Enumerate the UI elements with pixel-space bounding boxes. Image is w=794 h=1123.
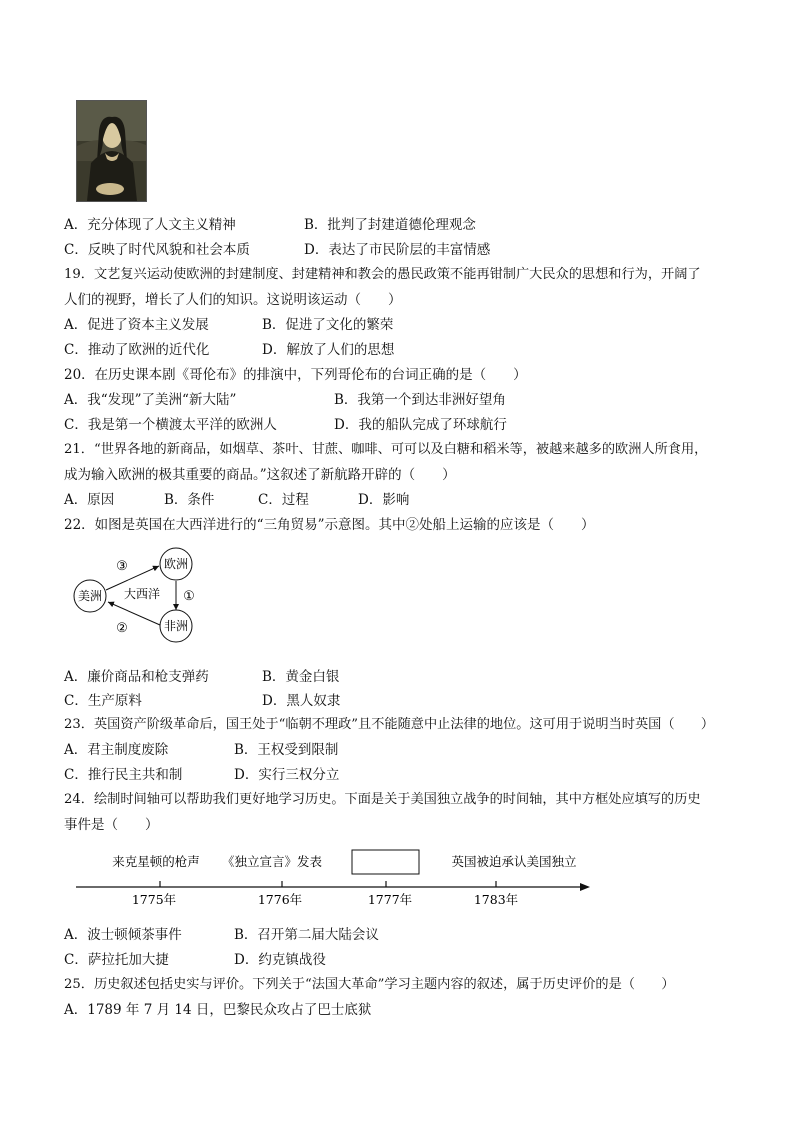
q22-option-c: C．生产原料	[64, 693, 142, 709]
route-2-label: ②	[116, 621, 128, 636]
q20-stem: 20．在历史课本剧《哥伦布》的排演中，下列哥伦布的台词正确的是（ ）	[64, 367, 527, 383]
q21-stem-line2: 成为输入欧洲的极其重要的商品。”这叙述了新航路开辟的（ ）	[64, 467, 456, 483]
q18-option-c: C．反映了时代风貌和社会本质	[64, 242, 250, 258]
q23-option-c: C．推行民主共和制	[64, 767, 183, 783]
q25-stem: 25．历史叙述包括史实与评价。下列关于“法国大革命”学习主题内容的叙述，属于历史评价的是（ ）	[64, 977, 675, 992]
timeline-year-1777: 1777年	[367, 892, 413, 907]
route-3-label: ③	[116, 559, 128, 574]
america-label: 美洲	[77, 589, 103, 603]
q19-option-a: A．促进了资本主义发展	[64, 317, 209, 333]
q24-option-c: C．萨拉托加大捷	[64, 952, 169, 968]
timeline-event-lexington: 来克星顿的枪声	[112, 854, 200, 869]
timeline-blank-box	[352, 850, 419, 874]
q24-stem-line2: 事件是（ ）	[64, 817, 159, 833]
timeline-year-1775: 1775年	[131, 892, 177, 907]
q19-stem-line1: 19．文艺复兴运动使欧洲的封建制度、封建精神和教会的愚民政策不能再钳制广大民众的思想和行为，开阔了	[64, 267, 701, 282]
q24-option-b: B．召开第二届大陆会议	[234, 927, 379, 943]
q24-option-d: D．约克镇战役	[234, 952, 326, 968]
q23-option-a: A．君主制度废除	[64, 742, 169, 758]
q18-option-a: A．充分体现了人文主义精神	[64, 217, 236, 233]
timeline-arrow-head	[580, 883, 590, 891]
q20-option-d: D．我的船队完成了环球航行	[334, 417, 507, 433]
q23-stem: 23．英国资产阶级革命后，国王处于“临朝不理政”且不能随意中止法律的地位。这可用于说明当时英国（ ）	[64, 717, 715, 732]
europe-label: 欧洲	[163, 557, 189, 571]
ocean-label: 大西洋	[123, 587, 161, 601]
timeline-event-recognition: 英国被迫承认美国独立	[451, 854, 577, 869]
q20-option-b: B．我第一个到达非洲好望角	[334, 392, 506, 408]
q19-option-d: D．解放了人们的思想	[262, 342, 395, 358]
q22-option-b: B．黄金白银	[262, 669, 340, 685]
q21-option-a: A．原因	[64, 492, 115, 508]
q25-option-a: A．1789 年 7 月 14 日，巴黎民众攻占了巴士底狱	[64, 1002, 372, 1018]
timeline-event-declaration: 《独立宣言》发表	[221, 854, 323, 869]
triangle-trade-diagram	[66, 546, 206, 646]
q24-stem-line1: 24．绘制时间轴可以帮助我们更好地学习历史。下面是关于美国独立战争的时间轴，其中方框处应填写的历史	[64, 792, 701, 807]
q18-option-d: D．表达了市民阶层的丰富情感	[304, 242, 491, 258]
q22-stem: 22．如图是英国在大西洋进行的“三角贸易”示意图。其中②处船上运输的应该是（ ）	[64, 517, 595, 533]
q20-option-c: C．我是第一个横渡太平洋的欧洲人	[64, 417, 277, 433]
q18-option-b: B．批判了封建道德伦理观念	[304, 217, 476, 233]
q19-option-b: B．促进了文化的繁荣	[262, 317, 394, 333]
q23-option-d: D．实行三权分立	[234, 767, 340, 783]
independence-war-timeline	[76, 846, 596, 910]
q21-option-c: C．过程	[258, 492, 309, 508]
q22-option-d: D．黑人奴隶	[262, 693, 341, 709]
mona-lisa-image	[76, 100, 147, 202]
route-1-label: ①	[183, 589, 195, 604]
africa-label: 非洲	[163, 619, 189, 633]
q24-option-a: A．波士顿倾茶事件	[64, 927, 182, 943]
timeline-year-1776: 1776年	[257, 892, 303, 907]
q20-option-a: A．我“发现”了美洲“新大陆”	[64, 392, 237, 408]
mona-lisa-illustration	[77, 101, 146, 201]
q19-option-c: C．推动了欧洲的近代化	[64, 342, 210, 358]
q21-stem-line1: 21．“世界各地的新商品，如烟草、茶叶、甘蔗、咖啡、可可以及白糖和稻米等，被越来越多的欧洲人所食用，	[64, 442, 708, 457]
timeline-year-1783: 1783年	[473, 892, 519, 907]
q19-stem-line2: 人们的视野，增长了人们的知识。这说明该运动（ ）	[64, 292, 402, 308]
q21-option-b: B．条件	[164, 492, 215, 508]
q23-option-b: B．王权受到限制	[234, 742, 339, 758]
q22-option-a: A．廉价商品和枪支弹药	[64, 669, 209, 685]
q21-option-d: D．影响	[358, 492, 410, 508]
